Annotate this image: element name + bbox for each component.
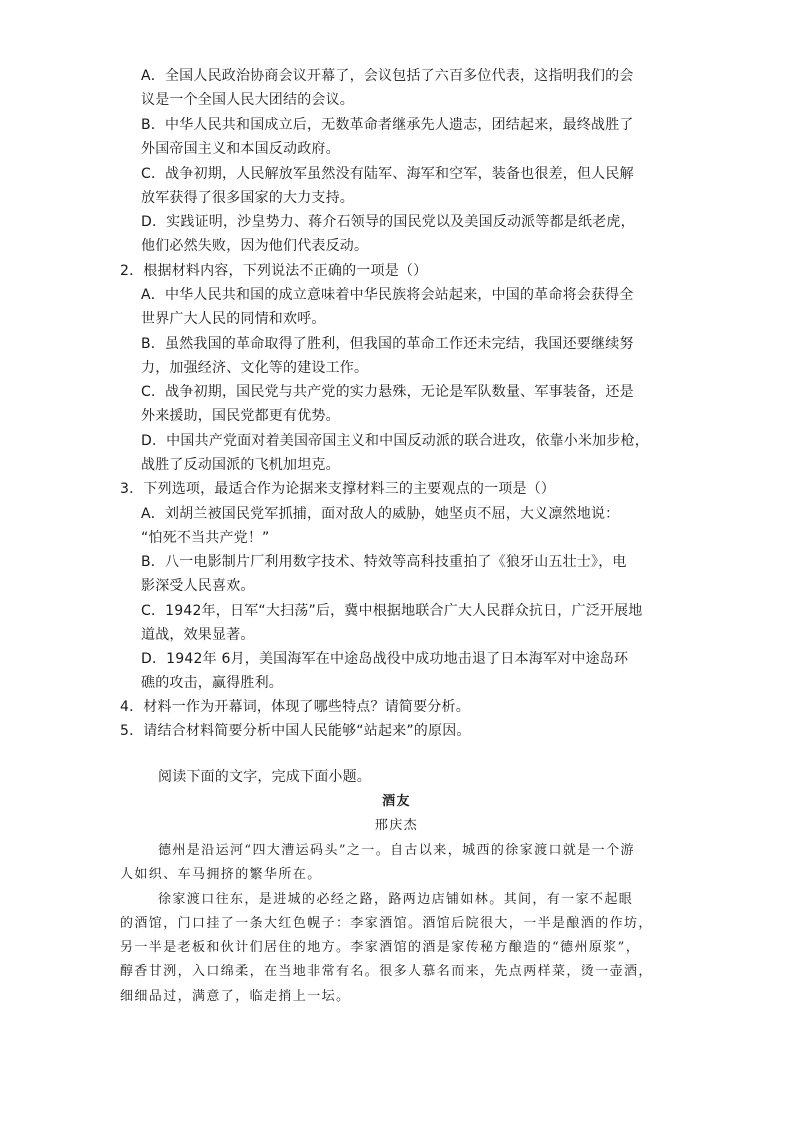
story-line-4: 的酒馆，门口挂了一条大红色幌子：李家酒馆。酒馆后院很大，一半是酿酒的作坊， (120, 916, 653, 931)
q2-option-d-line1: D．中国共产党面对着美国帝国主义和中国反动派的联合进攻，依靠小米加步枪， (141, 433, 649, 449)
q1-option-c-line1: C．战争初期，人民解放军虽然没有陆军、海军和空军，装备也很差，但人民解 (141, 166, 634, 182)
q3-stem: 3．下列选项，最适合作为论据来支撑材料三的主要观点的一项是（） (120, 481, 556, 497)
q3-option-c-line2: 道战，效果显著。 (141, 627, 255, 643)
q2-option-a-line1: A．中华人民共和国的成立意味着中华民族将会站起来，中国的革命将会获得全 (141, 287, 634, 303)
q3-option-a-line1: A．刘胡兰被国民党军抓捕，面对敌人的威胁，她坚贞不屈，大义凛然地说： (141, 506, 620, 522)
q3-option-d-line2: 礁的攻击，赢得胜利。 (141, 675, 283, 691)
q3-option-a-line2: “怕死不当共产党！” (141, 530, 270, 546)
story-line-7: 细细品过，满意了，临走捎上一坛。 (120, 989, 351, 1004)
q1-option-b-line2: 外国帝国主义和本国反动政府。 (141, 141, 340, 157)
q1-option-b-line1: B．中华人民共和国成立后，无数革命者继承先人遗志，团结起来，最终战胜了 (141, 117, 634, 133)
q5-stem: 5．请结合材料简要分析中国人民能够“站起来”的原因。 (120, 723, 471, 739)
story-author: 邢庆杰 (374, 818, 419, 833)
q2-option-b-line2: 力，加强经济、文化等的建设工作。 (141, 360, 369, 376)
q1-option-d-line2: 他们必然失败，因为他们代表反动。 (141, 238, 369, 254)
q1-option-c-line2: 放军获得了很多国家的大力支持。 (141, 190, 354, 206)
q2-option-c-line2: 外来援助，国民党都更有优势。 (141, 408, 340, 424)
q3-option-b-line2: 影深受人民喜欢。 (141, 578, 255, 594)
q2-option-a-line2: 世界广大人民的同情和欢呼。 (141, 311, 326, 327)
q1-option-a-line2: 议是一个全国人民大团结的会议。 (141, 92, 354, 108)
story-line-5: 另一半是老板和伙计们居住的地方。李家酒馆的酒是家传秘方酿造的“德州原浆”， (120, 940, 641, 955)
q2-option-b-line1: B．虽然我国的革命取得了胜利，但我国的革命工作还未完结，我国还要继续努 (141, 336, 634, 352)
q1-option-d-line1: D．实践证明，沙皇势力、蒋介石领导的国民党以及美国反动派等都是纸老虎， (141, 214, 635, 230)
q2-option-d-line2: 战胜了反动国派的飞机加坦克。 (141, 457, 340, 473)
q4-stem: 4．材料一作为开幕词，体现了哪些特点？请简要分析。 (120, 699, 470, 715)
reading-intro: 阅读下面的文字，完成下面小题。 (158, 769, 371, 785)
q3-option-d-line1: D．1942年 6月，美国海军在中途岛战役中成功地击退了日本海军对中途岛环 (141, 651, 629, 667)
story-line-1: 德州是沿运河“四大漕运码头”之一。自古以来，城西的徐家渡口就是一个游 (158, 843, 635, 858)
q2-option-c-line1: C．战争初期，国民党与共产党的实力悬殊，无论是军队数量、军事装备，还是 (141, 384, 634, 400)
q3-option-c-line1: C．1942年，日军“大扫荡”后，冀中根据地联合广大人民群众抗日，广泛开展地 (141, 603, 643, 619)
story-line-2: 人如织、车马拥挤的繁华所在。 (120, 867, 322, 882)
story-title: 酒友 (382, 794, 411, 809)
q1-option-a-line1: A．全国人民政治协商会议开幕了，会议包括了六百多位代表，这指明我们的会 (141, 68, 634, 84)
q2-stem: 2．根据材料内容，下列说法不正确的一项是（） (120, 263, 428, 279)
q3-option-b-line1: B．八一电影制片厂利用数字技术、特效等高科技重拍了《狼牙山五壮士》，电 (141, 554, 627, 570)
story-line-6: 醇香甘洌，入口绵柔，在当地非常有名。很多人慕名而来，先点两样菜，烫一壶酒， (120, 964, 653, 979)
story-line-3: 徐家渡口往东，是进城的必经之路，路两边店铺如林。其间，有一家不起眼 (158, 892, 634, 907)
